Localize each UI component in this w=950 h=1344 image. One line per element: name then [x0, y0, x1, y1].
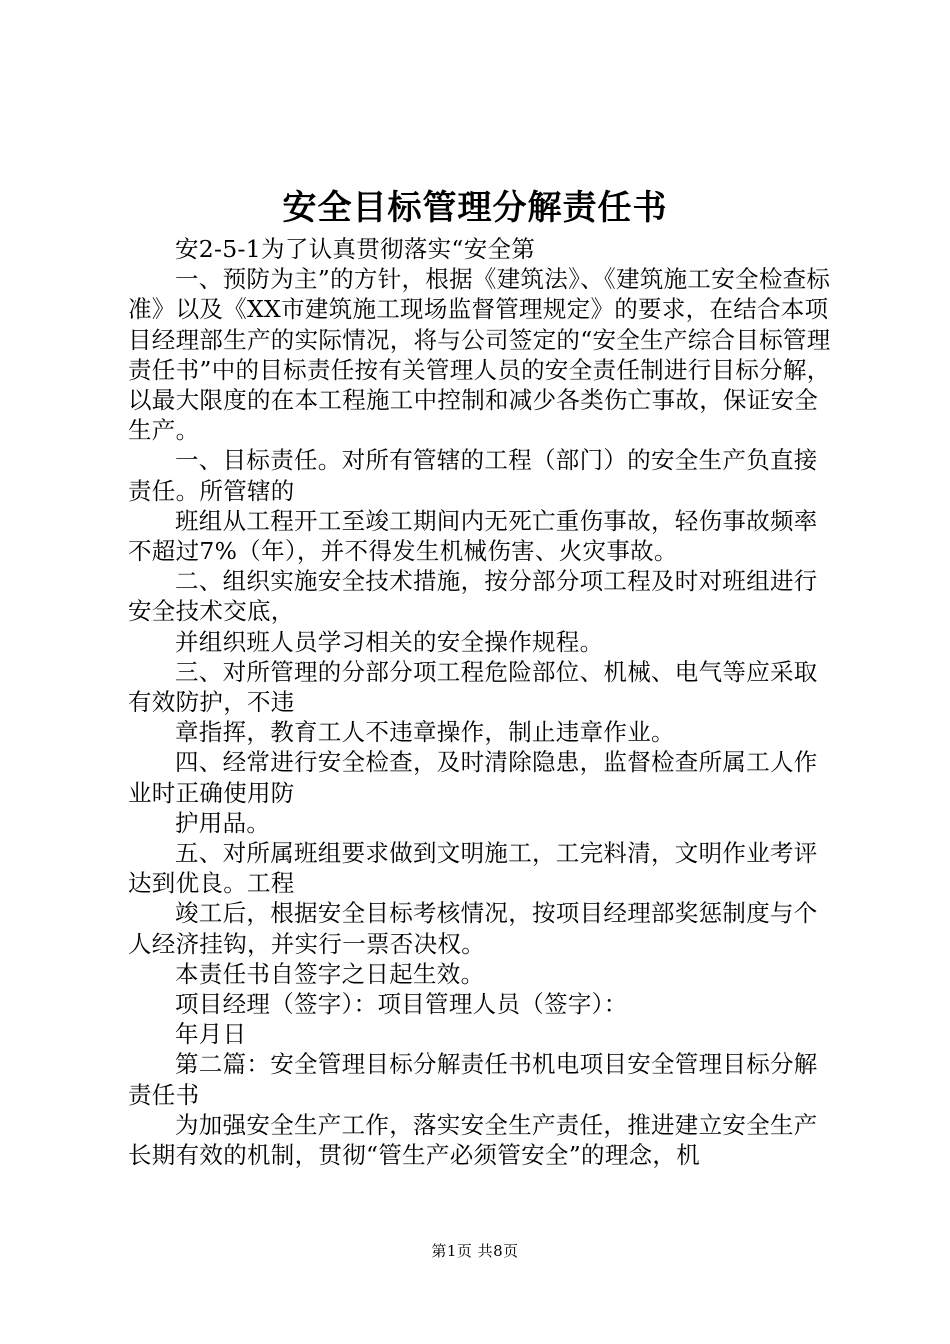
- page-number: 第1页 共8页: [431, 1242, 519, 1260]
- paragraph: 章指挥，教育工人不违章操作，制止违章作业。: [175, 718, 675, 747]
- document-body: [128, 234, 834, 1170]
- paragraph: 五、对所属班组要求做到文明施工，工完料清，文明作业考评达到优良。工程: [128, 839, 818, 898]
- paragraph: 三、对所管理的分部分项工程危险部位、机械、电气等应采取有效防护，不违: [128, 657, 818, 717]
- date-line: 年月日: [175, 1020, 247, 1049]
- paragraph: 班组从工程开工至竣工期间内无死亡重伤事故，轻伤事故频率不超过7%（年），并不得发生机械伤害、火灾事故。: [128, 506, 818, 566]
- paragraph: 一、目标责任。对所有管辖的工程（部门）的安全生产负直接责任。所管辖的: [128, 446, 818, 505]
- paragraph: 并组织班人员学习相关的安全操作规程。: [175, 627, 604, 656]
- paragraph: 为加强安全生产工作，落实安全生产责任，推进建立安全生产长期有效的机制，贯彻“管生产必须管安全”的理念，机: [128, 1110, 818, 1170]
- paragraph: 四、经常进行安全检查，及时清除隐患，监督检查所属工人作业时正确使用防: [128, 748, 818, 807]
- paragraph: 护用品。: [175, 808, 271, 837]
- paragraph: 一、预防为主”的方针，根据《建筑法》、《建筑施工安全检查标准》以及《XX市建筑施工现场监督管理规定》的要求，在结合本项目经理部生产的实际情况，将与公司签定的“安全生产综合目标管理责任书”中的目标责任按有关管理人员的安全责任制进行目标分解，以最大限度的在本工程施工中控制和减少各类伤亡事故，保证安全生产。: [128, 265, 831, 445]
- paragraph: 安2-5-1为了认真贯彻落实“安全第: [175, 235, 536, 263]
- document-title: 安全目标管理分解责任书: [282, 188, 668, 228]
- section-heading: 第二篇：安全管理目标分解责任书机电项目安全管理目标分解责任书: [128, 1050, 818, 1109]
- paragraph: 本责任书自签字之日起生效。: [175, 959, 485, 988]
- signature-line: 项目经理（签字）：项目管理人员（签字）：: [175, 990, 628, 1019]
- paragraph: 二、组织实施安全技术措施，按分部分项工程及时对班组进行安全技术交底，: [128, 567, 818, 626]
- paragraph: 竣工后，根据安全目标考核情况，按项目经理部奖惩制度与个人经济挂钩，并实行一票否决权。: [128, 899, 818, 958]
